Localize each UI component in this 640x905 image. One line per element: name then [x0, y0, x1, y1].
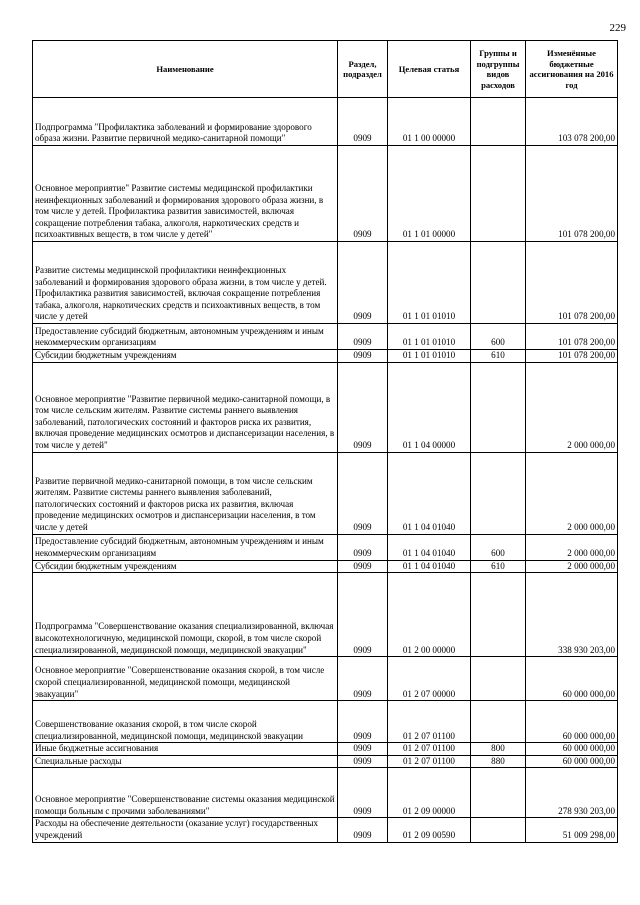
cell-name: Подпрограмма "Профилактика заболеваний и формирование здорового образа жизни. Развитие первичной медико-санитарной помощи"	[33, 98, 338, 146]
cell-target: 01 1 01 01010	[388, 242, 471, 324]
cell-target: 01 1 04 00000	[388, 362, 471, 452]
cell-amount: 101 078 200,00	[526, 146, 618, 242]
table-row	[33, 324, 618, 350]
cell-name: Основное мероприятие" Развитие системы медицинской профилактики неинфекционных заболеваний и формирования здорового образа жизни, в том числе у детей. Профилактика развития зависимостей, включая сокращение потребления табака, алкоголя, наркотических средств и психоактивных веществ, в том числе у детей"	[33, 146, 338, 242]
table-row	[33, 768, 618, 818]
cell-name: Предоставление субсидий бюджетным, автономным учреждениям и иным некоммерческим организациям	[33, 324, 338, 350]
cell-group	[471, 452, 526, 534]
table-row	[33, 242, 618, 324]
cell-target: 01 1 01 01010	[388, 324, 471, 350]
cell-name: Субсидии бюджетным учреждениям	[33, 350, 338, 363]
table-row	[33, 573, 618, 657]
cell-name: Подпрограмма "Совершенствование оказания специализированной, включая высокотехнологичную, медицинской помощи, скорой, в том числе скорой специализированной, медицинской помощи, медицинской эвакуации"	[33, 573, 338, 657]
table-row	[33, 146, 618, 242]
cell-amount: 60 000 000,00	[526, 755, 618, 768]
cell-group	[471, 98, 526, 146]
table-row	[33, 98, 618, 146]
cell-group	[471, 242, 526, 324]
cell-amount: 103 078 200,00	[526, 98, 618, 146]
header-name: Наименование	[33, 41, 338, 98]
cell-name: Иные бюджетные ассигнования	[33, 743, 338, 756]
cell-section: 0909	[338, 98, 388, 146]
cell-target: 01 2 09 00590	[388, 818, 471, 842]
table-row	[33, 657, 618, 701]
cell-section: 0909	[338, 146, 388, 242]
cell-target: 01 2 07 01100	[388, 755, 471, 768]
cell-group	[471, 573, 526, 657]
cell-target: 01 1 04 01040	[388, 560, 471, 573]
cell-section: 0909	[338, 743, 388, 756]
cell-name: Основное мероприятие "Совершенствование оказания скорой, в том числе скорой специализированной, медицинской помощи, медицинской эвакуации"	[33, 657, 338, 701]
cell-section: 0909	[338, 701, 388, 743]
cell-amount: 2 000 000,00	[526, 560, 618, 573]
cell-target: 01 2 07 01100	[388, 743, 471, 756]
table-header-row	[33, 41, 618, 98]
cell-section: 0909	[338, 452, 388, 534]
table-row	[33, 350, 618, 363]
cell-section: 0909	[338, 573, 388, 657]
cell-amount: 101 078 200,00	[526, 324, 618, 350]
cell-amount: 60 000 000,00	[526, 701, 618, 743]
cell-section: 0909	[338, 324, 388, 350]
cell-amount: 101 078 200,00	[526, 242, 618, 324]
cell-amount: 2 000 000,00	[526, 452, 618, 534]
table-row	[33, 534, 618, 560]
header-target: Целевая статья	[388, 41, 471, 98]
cell-target: 01 2 00 00000	[388, 573, 471, 657]
cell-section: 0909	[338, 350, 388, 363]
cell-amount: 2 000 000,00	[526, 534, 618, 560]
cell-group: 600	[471, 534, 526, 560]
cell-group	[471, 362, 526, 452]
cell-group: 600	[471, 324, 526, 350]
cell-name: Основное мероприятие "Совершенствование системы оказания медицинской помощи больным с прочими заболеваниями"	[33, 768, 338, 818]
cell-name: Развитие первичной медико-санитарной помощи, в том числе сельским жителям. Развитие системы раннего выявления заболеваний, патологических состояний и факторов риска их развития, включая проведение медицинских осмотров и диспансеризации населения, в том числе у детей	[33, 452, 338, 534]
cell-section: 0909	[338, 534, 388, 560]
cell-target: 01 1 01 01010	[388, 350, 471, 363]
header-amount: Изменённые бюджетные ассигнования на 2016 год	[526, 41, 618, 98]
cell-section: 0909	[338, 768, 388, 818]
cell-amount: 51 009 298,00	[526, 818, 618, 842]
cell-target: 01 2 07 01100	[388, 701, 471, 743]
header-group: Группы и подгруппы видов расходов	[471, 41, 526, 98]
cell-amount: 60 000 000,00	[526, 743, 618, 756]
cell-section: 0909	[338, 362, 388, 452]
table-row	[33, 755, 618, 768]
cell-amount: 278 930 203,00	[526, 768, 618, 818]
page-number: 229	[609, 22, 626, 34]
cell-name: Предоставление субсидий бюджетным, автономным учреждениям и иным некоммерческим организациям	[33, 534, 338, 560]
budget-table	[32, 40, 618, 843]
cell-amount: 338 930 203,00	[526, 573, 618, 657]
table-row	[33, 701, 618, 743]
cell-name: Расходы на обеспечение деятельности (оказание услуг) государственных учреждений	[33, 818, 338, 842]
cell-section: 0909	[338, 560, 388, 573]
header-section: Раздел, подраздел	[338, 41, 388, 98]
cell-name: Развитие системы медицинской профилактики неинфекционных заболеваний и формирования здорового образа жизни, в том числе у детей. Профилактика развития зависимостей, включая сокращение потребления табака, алкоголя, наркотических средств и психоактивных веществ, в том числе у детей	[33, 242, 338, 324]
cell-group	[471, 818, 526, 842]
cell-target: 01 1 00 00000	[388, 98, 471, 146]
cell-name: Совершенствование оказания скорой, в том числе скорой специализированной, медицинской помощи, медицинской эвакуации	[33, 701, 338, 743]
cell-section: 0909	[338, 818, 388, 842]
cell-target: 01 1 04 01040	[388, 534, 471, 560]
cell-target: 01 2 07 00000	[388, 657, 471, 701]
cell-group: 880	[471, 755, 526, 768]
cell-name: Субсидии бюджетным учреждениям	[33, 560, 338, 573]
cell-target: 01 1 01 00000	[388, 146, 471, 242]
cell-amount: 2 000 000,00	[526, 362, 618, 452]
cell-section: 0909	[338, 755, 388, 768]
cell-section: 0909	[338, 242, 388, 324]
table-row	[33, 743, 618, 756]
cell-group	[471, 146, 526, 242]
cell-group	[471, 701, 526, 743]
cell-name: Основное мероприятие "Развитие первичной медико-санитарной помощи, в том числе сельским жителям. Развитие системы раннего выявления заболеваний, патологических состояний и факторов риска их развития, включая проведение медицинских осмотров и диспансеризации населения, в том числе у детей"	[33, 362, 338, 452]
cell-target: 01 1 04 01040	[388, 452, 471, 534]
table-row	[33, 560, 618, 573]
cell-group	[471, 768, 526, 818]
cell-name: Специальные расходы	[33, 755, 338, 768]
cell-target: 01 2 09 00000	[388, 768, 471, 818]
cell-section: 0909	[338, 657, 388, 701]
cell-amount: 101 078 200,00	[526, 350, 618, 363]
cell-group: 800	[471, 743, 526, 756]
table-row	[33, 818, 618, 842]
cell-amount: 60 000 000,00	[526, 657, 618, 701]
table-row	[33, 362, 618, 452]
cell-group: 610	[471, 350, 526, 363]
cell-group	[471, 657, 526, 701]
table-row	[33, 452, 618, 534]
cell-group: 610	[471, 560, 526, 573]
